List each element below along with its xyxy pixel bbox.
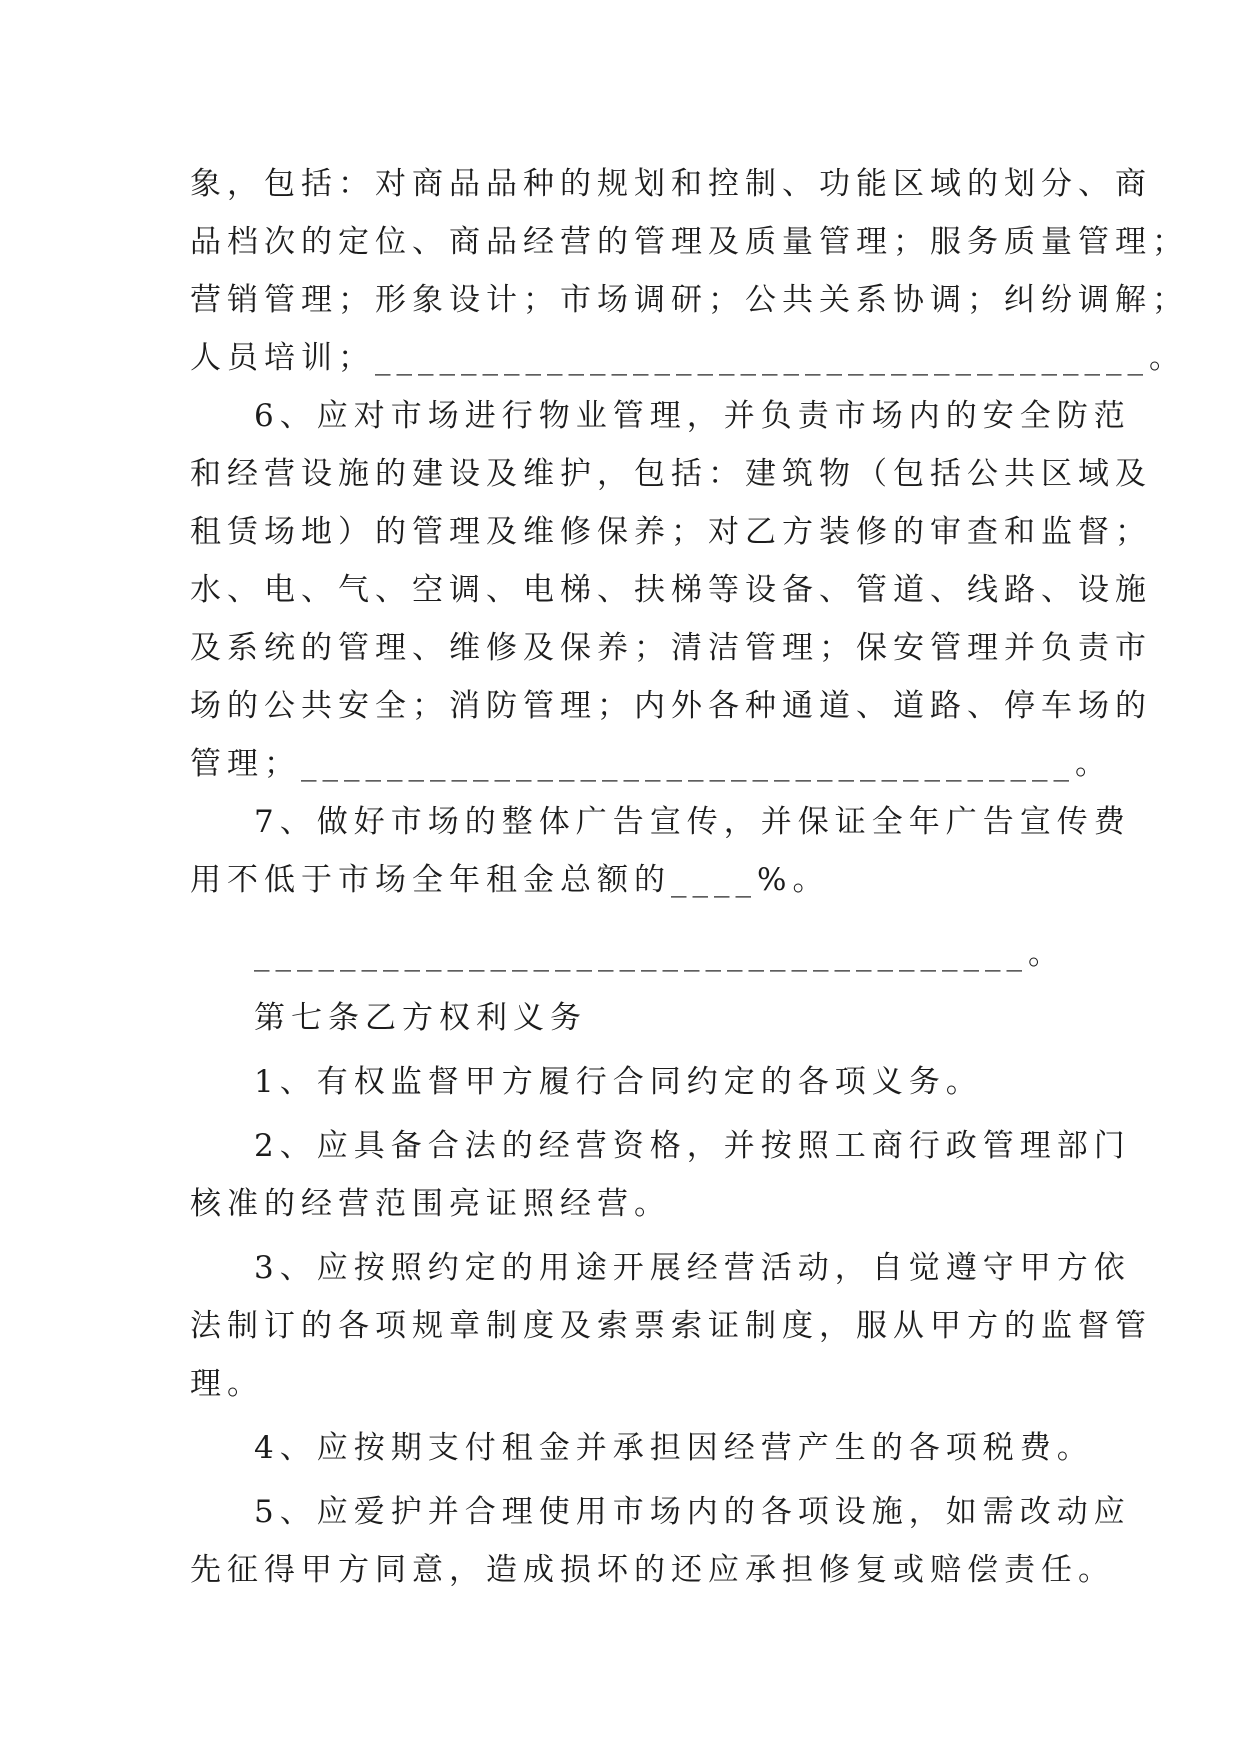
party-b-clause-5: 5、应爱护并合理使用市场内的各项设施，如需改动应: [254, 1494, 1131, 1530]
party-b-clause-2: 2、应具备合法的经营资格，并按照工商行政管理部门: [254, 1128, 1131, 1164]
fill-in-blank-line: ____________________________________。: [254, 936, 1065, 972]
text-line-with-blank: 人员培训；____________________________________。: [190, 340, 1186, 376]
text-line: 先征得甲方同意，造成损坏的还应承担修复或赔偿责任。: [190, 1552, 1115, 1588]
document-body: [190, 155, 1189, 1599]
text-line: 核准的经营范围亮证照经营。: [190, 1186, 671, 1222]
text-line: 和经营设施的建设及维护，包括：建筑物（包括公共区域及: [190, 456, 1152, 492]
text-line: 场的公共安全；消防管理；内外各种通道、道路、停车场的: [190, 688, 1152, 724]
text-line: 及系统的管理、维修及保养；清洁管理；保安管理并负责市: [190, 630, 1152, 666]
party-b-clause-1: 1、有权监督甲方履行合同约定的各项义务。: [254, 1064, 983, 1100]
clause-7-line: 7、做好市场的整体广告宣传，并保证全年广告宣传费: [254, 804, 1131, 840]
text-line: 租赁场地）的管理及维修保养；对乙方装修的审查和监督；: [190, 514, 1152, 550]
text-line: 法制订的各项规章制度及索票索证制度，服从甲方的监督管: [190, 1308, 1152, 1344]
text-line: 理。: [190, 1366, 264, 1402]
party-b-clause-4: 4、应按期支付租金并承担因经营产生的各项税费。: [254, 1430, 1094, 1466]
article-7-heading: 第七条乙方权利义务: [254, 1000, 587, 1036]
text-line-with-percent-blank: 用不低于市场全年租金总额的____%。: [190, 862, 830, 898]
text-line: 营销管理；形象设计；市场调研；公共关系协调；纠纷调解；: [190, 282, 1189, 318]
text-line-with-blank: 管理；____________________________________。: [190, 746, 1112, 782]
text-line: 象，包括：对商品品种的规划和控制、功能区域的划分、商: [190, 166, 1152, 202]
party-b-clause-3: 3、应按照约定的用途开展经营活动，自觉遵守甲方依: [254, 1250, 1131, 1286]
text-line: 水、电、气、空调、电梯、扶梯等设备、管道、线路、设施: [190, 572, 1152, 608]
clause-6-line: 6、应对市场进行物业管理，并负责市场内的安全防范: [254, 398, 1131, 434]
text-line: 品档次的定位、商品经营的管理及质量管理；服务质量管理；: [190, 224, 1189, 260]
